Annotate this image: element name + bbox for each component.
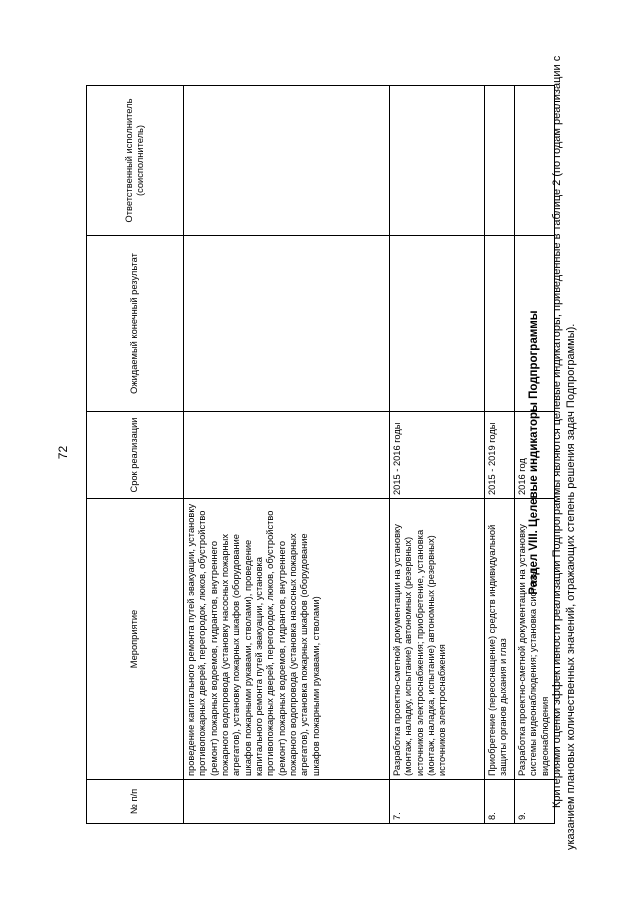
row-term [184,412,390,499]
activities-table [86,85,555,824]
row-result [485,236,515,412]
section-paragraph: Критериями оценки эффективности реализации Подпрограммы являются целевые индикаторы, приведенные в таблице 2 (по годам реализации с указанием плановых количественных значений, отражающих степень решения задач Подпрограммы). [551,55,578,850]
row-term: 2016 год [515,412,555,499]
row-number [184,780,390,824]
section-title: Раздел VIII. Целевые индикаторы Подпрограммы [528,310,540,595]
row-executor [390,86,485,236]
row-result [184,236,390,412]
row-activity: Приобретение (переоснащение) средств индивидуальной защиты органов дыхания и глаз [485,499,515,780]
row-term: 2015 - 2016 годы [390,412,485,499]
row-number: 7. [390,780,485,824]
row-term: 2015 - 2019 годы [485,412,515,499]
header-activity: Мероприятие [87,499,184,780]
row-activity: проведение капитального ремонта путей эвакуации, установку противопожарных дверей, перегородок, люков, обустройство (ремонт) пожарных водоемов, гидрантов, внутреннего пожарного водопровода (установку насосных пожарных агрегатов), установку пожарных шкафов (оборудование шкафов пожарными рукавами, стволами), проведение капитального ремонта путей эвакуации, установка противопожарных дверей, перегородок, люков, обустройство (ремонт) пожарных водоемов, гидрантов, внутреннего пожарного водопровода (установка насосных пожарных агрегатов), установка пожарных шкафов (оборудование шкафов пожарными рукавами, стволами) [184,499,390,780]
row-activity: Разработка проектно-сметной документации на установку (монтаж, наладку, испытание) автономных (резервных) источников электроснабжения; приобретение, установка (монтаж, наладка, испытание) автономных (резервных) источников электроснабжения [390,499,485,780]
header-no: № п/п [87,780,184,824]
table-header-row [87,86,184,824]
row-executor [485,86,515,236]
table-row [485,86,515,824]
header-executor: Ответственный исполнитель (соисполнитель) [87,86,184,236]
table-row [184,86,390,824]
row-result [390,236,485,412]
header-result: Ожидаемый конечный результат [87,236,184,412]
table-row [390,86,485,824]
row-executor [184,86,390,236]
page-number: 72 [56,445,70,460]
header-term: Срок реализации [87,412,184,499]
row-number: 9. [515,780,555,824]
row-number: 8. [485,780,515,824]
row-activity: Разработка проектно-сметной документации на установку системы видеонаблюдения; установка системы видеонаблюдения [515,499,555,780]
